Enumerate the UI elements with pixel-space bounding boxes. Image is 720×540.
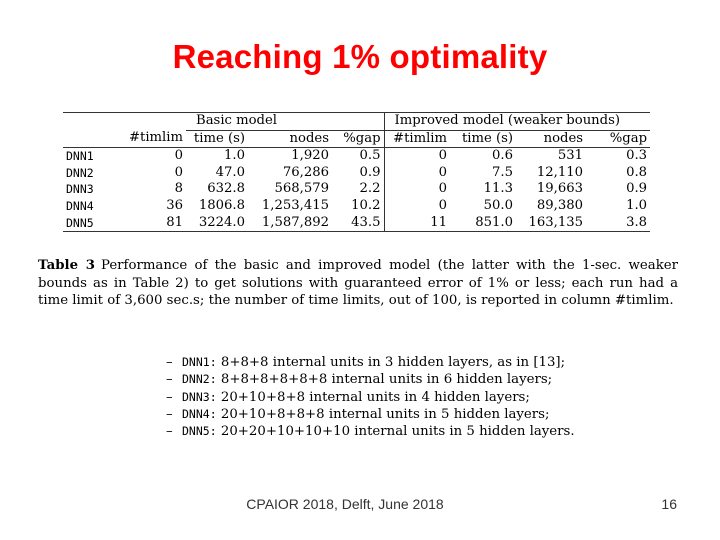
table-cell: 632.8 <box>207 181 245 197</box>
dnn-code: DNN1: <box>182 355 217 369</box>
table-row <box>63 148 650 165</box>
col-header: time (s) <box>450 130 516 148</box>
caption-tag: Table 3 <box>38 258 95 273</box>
table-cell: 3224.0 <box>186 215 248 232</box>
dnn-code: DNN3: <box>182 389 217 404</box>
group-improved-model: Improved model (weaker bounds) <box>384 113 650 131</box>
results-table <box>63 112 650 232</box>
group-basic-model: Basic model <box>186 113 384 131</box>
list-dash: – <box>166 389 173 405</box>
table-cell: 11 <box>384 215 450 232</box>
list-item <box>166 389 575 406</box>
table-cell: 81 <box>121 215 186 232</box>
table-cell: 2.2 <box>359 181 381 197</box>
col-header: %gap <box>332 130 384 148</box>
table-cell: 0 <box>384 148 450 165</box>
footer-venue: CPAIOR 2018, Delft, June 2018 <box>246 496 444 512</box>
dnn-code: DNN4: <box>182 406 217 421</box>
row-label: DNN5 <box>63 215 121 232</box>
table-cell: 7.5 <box>492 164 514 180</box>
table-cell: 1.0 <box>224 148 245 164</box>
table-cell: 163,135 <box>516 215 586 232</box>
table-cell: 11.3 <box>483 181 514 197</box>
dnn-code: DNN2: <box>182 372 217 387</box>
table-cell: 0.3 <box>626 148 648 164</box>
list-item <box>166 371 575 388</box>
table-row <box>63 198 650 215</box>
table-cell: 1.0 <box>626 197 648 213</box>
table-row <box>63 215 650 232</box>
table-cell: 10.2 <box>351 197 381 213</box>
page-number: 16 <box>661 496 677 512</box>
table-cell: 0 <box>384 198 450 215</box>
table-cell: 0.8 <box>626 164 648 180</box>
caption-text: Performance of the basic and improved model (the latter with the 1-sec. weaker bounds as in Table 2) to get solutions with guaranteed error of 1% or less; each run had a time limit of 3,600 sec.s; the number of time limits, out of 100, is reported in column #timlim. <box>38 258 678 309</box>
table-cell: 0.9 <box>626 181 648 197</box>
table-cell: 43.5 <box>332 215 384 232</box>
list-dash: – <box>166 355 173 370</box>
table-cell: 76,286 <box>282 164 329 180</box>
row-label: DNN4 <box>66 198 94 213</box>
table-row <box>63 165 650 182</box>
table-cell: 0.5 <box>359 148 381 164</box>
list-item <box>166 354 575 371</box>
table-cell: 3.8 <box>586 215 650 232</box>
dnn-description: 8+8+8+8+8+8 internal units in 6 hidden layers; <box>220 372 553 388</box>
table-cell: 50.0 <box>483 197 514 213</box>
col-header: %gap <box>586 130 650 148</box>
table-cell: 1,587,892 <box>248 215 332 232</box>
group-header-row <box>63 113 650 131</box>
table-cell: 0 <box>174 164 183 180</box>
table-row <box>63 181 650 198</box>
col-header: #timlim <box>121 130 186 148</box>
table-cell: 8 <box>174 181 183 197</box>
col-header: #timlim <box>384 130 450 148</box>
col-header: time (s) <box>186 130 248 148</box>
table-cell: 1,253,415 <box>261 197 329 213</box>
dnn-architecture-list <box>166 354 575 440</box>
results-table-container <box>63 112 650 232</box>
table-cell: 531 <box>557 148 584 164</box>
table-cell: 19,663 <box>536 181 584 197</box>
table-cell: 851.0 <box>450 215 516 232</box>
col-header: nodes <box>516 130 586 148</box>
row-label: DNN3 <box>66 182 94 197</box>
dnn-description: 20+10+8+8+8 internal units in 5 hidden layers; <box>220 406 550 422</box>
table-cell: 0 <box>384 165 450 182</box>
slide-title: Reaching 1% optimality <box>172 38 548 75</box>
col-header: nodes <box>248 130 332 148</box>
table-caption <box>38 257 678 310</box>
table-cell: 0.9 <box>359 164 381 180</box>
table-cell: 1,920 <box>291 148 329 164</box>
table-cell: 0 <box>174 148 183 164</box>
dnn-code: DNN5: <box>182 424 217 439</box>
table-cell: 568,579 <box>274 181 329 197</box>
table-cell: 0 <box>384 181 450 198</box>
table-cell: 12,110 <box>536 164 584 180</box>
table-cell: 1806.8 <box>198 197 245 213</box>
table-cell: 89,380 <box>536 197 584 213</box>
row-label: DNN2 <box>66 165 94 180</box>
list-item <box>166 406 575 423</box>
dnn-description: 20+20+10+10+10 internal units in 5 hidden layers. <box>220 424 575 440</box>
list-dash: – <box>166 372 173 388</box>
table-cell: 0.6 <box>492 148 514 164</box>
list-dash: – <box>166 424 173 440</box>
table-cell: 47.0 <box>215 164 245 180</box>
dnn-description: 8+8+8 internal units in 3 hidden layers, as in [13]; <box>220 355 566 370</box>
list-dash: – <box>166 406 173 422</box>
row-label: DNN1 <box>66 149 94 164</box>
dnn-description: 20+10+8+8 internal units in 4 hidden layers; <box>220 389 530 405</box>
column-header-row <box>63 130 650 148</box>
list-item <box>166 423 575 440</box>
table-cell: 36 <box>166 197 183 213</box>
